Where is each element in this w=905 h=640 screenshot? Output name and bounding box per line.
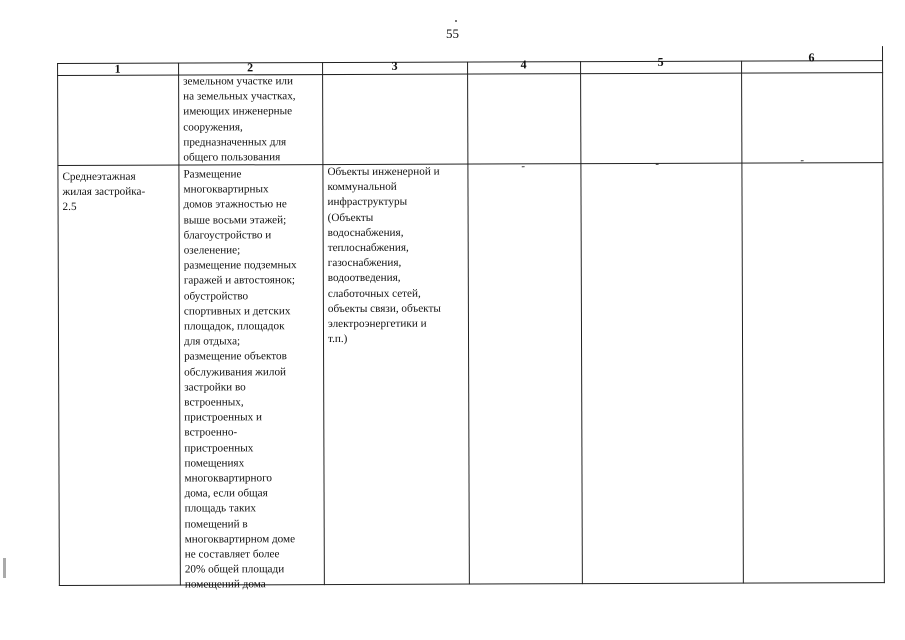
col-border-left	[57, 63, 60, 586]
permitted-use-description-cell: Размещение многоквартирных домов этажностью не выше восьми этажей; благоустройство и озеленение; размещение подземных гаражей и автостоянок; обустройство спортивных и детских площадок, площадок для отдыха; размещение объектов обслуживания жилой застройки во встроенных, пристроенных и встроенно- пристроенных помещениях многоквартирного дома, если общая площадь таких помещений в многоквартирном доме не составляет более 20% общей площади помещений дома	[183, 168, 297, 592]
col-border-1-2	[178, 63, 181, 586]
page-number: 55	[446, 26, 459, 41]
header-col-1: 1	[114, 61, 121, 76]
table-bottom-border	[59, 582, 885, 586]
col-border-4-5	[580, 61, 583, 584]
col6-empty-dash: -	[800, 154, 805, 167]
header-col-6: 6	[808, 50, 815, 65]
col4-empty-dash: -	[521, 160, 526, 173]
col5-empty-dash: -	[655, 157, 660, 170]
header-col-3: 3	[391, 58, 398, 73]
col-border-right	[882, 46, 885, 583]
land-use-name-cell: Среднеэтажная жилая застройка- 2.5	[62, 170, 146, 214]
row-divider	[57, 162, 883, 166]
scan-speck	[455, 20, 457, 22]
col-border-5-6	[741, 61, 744, 584]
auxiliary-use-cell: Объекты инженерной и коммунальной инфраструктуры (Объекты водоснабжения, теплоснабжения, газоснабжения, водоотведения, слаботочных сетей, объекты связи, объекты электроэнергетики и т.п.)	[327, 165, 441, 346]
zoning-table	[57, 46, 885, 592]
header-col-2: 2	[247, 60, 254, 75]
scan-margin-mark	[3, 558, 6, 578]
continuation-cell-col2: земельном участке или на земельных участках, имеющих инженерные сооружения, предназначенных для общего пользования	[183, 75, 296, 164]
header-col-5: 5	[657, 54, 664, 69]
header-col-4: 4	[520, 57, 527, 72]
